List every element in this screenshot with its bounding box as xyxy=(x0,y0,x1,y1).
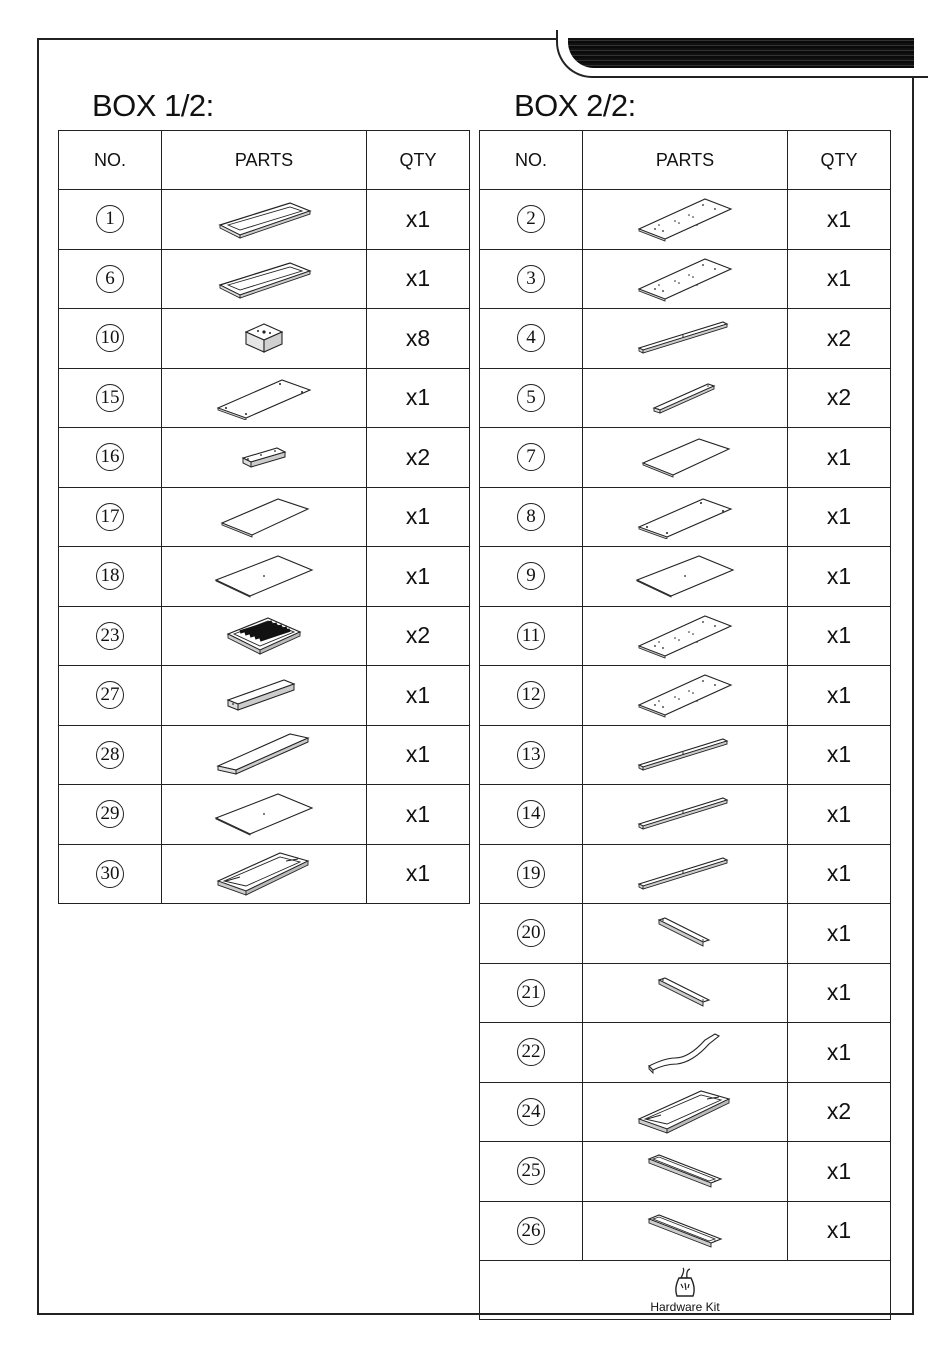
part-number-cell xyxy=(480,844,583,904)
part-plank-illustration xyxy=(583,1209,787,1253)
box2-title: BOX 2/2: xyxy=(514,88,636,123)
part-illustration-cell xyxy=(583,904,788,964)
part-illustration-cell xyxy=(162,725,367,785)
part-beam-illustration xyxy=(162,676,366,714)
part-illustration-cell xyxy=(583,785,788,845)
part-illustration-cell xyxy=(583,1082,788,1142)
part-number: 14 xyxy=(517,800,545,828)
part-quantity: x1 xyxy=(788,428,891,488)
hardware-bag-icon xyxy=(668,1266,702,1300)
part-plank-illustration xyxy=(583,1149,787,1193)
part-rail-illustration xyxy=(583,794,787,834)
part-number-cell xyxy=(480,428,583,488)
part-quantity: x1 xyxy=(788,785,891,845)
table-row xyxy=(480,844,891,904)
part-number: 20 xyxy=(517,919,545,947)
part-number: 4 xyxy=(517,324,545,352)
part-number-cell xyxy=(59,487,162,547)
part-number-cell xyxy=(480,606,583,666)
part-illustration-cell xyxy=(583,309,788,369)
part-number-cell xyxy=(59,368,162,428)
header-qty: QTY xyxy=(367,131,470,190)
part-quantity: x1 xyxy=(788,963,891,1023)
part-number-cell xyxy=(480,725,583,785)
part-number: 17 xyxy=(96,503,124,531)
part-number: 5 xyxy=(517,384,545,412)
part-rail-illustration xyxy=(583,735,787,775)
part-panel-illustration xyxy=(162,495,366,539)
part-illustration-cell xyxy=(162,309,367,369)
part-quantity: x2 xyxy=(788,309,891,369)
part-quantity: x1 xyxy=(367,785,470,845)
table-row xyxy=(480,963,891,1023)
header-no: NO. xyxy=(59,131,162,190)
part-number: 1 xyxy=(96,205,124,233)
part-number: 18 xyxy=(96,562,124,590)
table-row xyxy=(480,725,891,785)
part-illustration-cell xyxy=(162,487,367,547)
part-board-illustration xyxy=(162,730,366,780)
part-number: 2 xyxy=(517,205,545,233)
part-illustration-cell xyxy=(162,606,367,666)
part-small-block-illustration xyxy=(162,442,366,472)
part-foot-block-illustration xyxy=(162,320,366,356)
hardware-kit-label: Hardware Kit xyxy=(650,1300,720,1314)
table-row xyxy=(480,487,891,547)
part-rail-illustration xyxy=(583,854,787,894)
part-quantity: x2 xyxy=(788,368,891,428)
part-number: 27 xyxy=(96,681,124,709)
table-row xyxy=(480,1023,891,1083)
part-strip-illustration xyxy=(583,974,787,1012)
table-row xyxy=(59,249,470,309)
part-panel-illustration xyxy=(583,435,787,479)
part-quantity: x2 xyxy=(788,1082,891,1142)
part-illustration-cell xyxy=(162,547,367,607)
part-number-cell xyxy=(480,904,583,964)
part-quantity: x1 xyxy=(788,249,891,309)
table-row xyxy=(480,1082,891,1142)
part-illustration-cell xyxy=(583,963,788,1023)
part-number-cell xyxy=(480,1201,583,1261)
part-number-cell xyxy=(480,368,583,428)
table-row xyxy=(480,309,891,369)
part-illustration-cell xyxy=(583,1142,788,1202)
part-number: 21 xyxy=(517,979,545,1007)
corner-tab-bar xyxy=(568,38,914,68)
table-row xyxy=(480,190,891,250)
header-no: NO. xyxy=(480,131,583,190)
part-illustration-cell xyxy=(583,487,788,547)
part-quantity: x1 xyxy=(367,249,470,309)
table-row xyxy=(480,368,891,428)
part-panel-holes-illustration xyxy=(162,376,366,420)
part-number-cell xyxy=(59,249,162,309)
part-quantity: x8 xyxy=(367,309,470,369)
part-quantity: x1 xyxy=(788,904,891,964)
part-number: 23 xyxy=(96,622,124,650)
part-number-cell xyxy=(480,1142,583,1202)
table-row xyxy=(59,844,470,904)
part-slat-tray-illustration xyxy=(162,614,366,658)
part-quantity: x1 xyxy=(788,190,891,250)
header-parts: PARTS xyxy=(583,131,788,190)
part-tray-illustration xyxy=(162,849,366,899)
part-number: 9 xyxy=(517,562,545,590)
table-row xyxy=(480,785,891,845)
part-panel-dots-illustration xyxy=(583,255,787,303)
part-illustration-cell xyxy=(162,249,367,309)
box2-table xyxy=(479,130,891,1320)
table-row xyxy=(480,1201,891,1261)
part-quantity: x1 xyxy=(788,606,891,666)
part-number: 10 xyxy=(96,324,124,352)
part-number: 29 xyxy=(96,800,124,828)
table-row xyxy=(59,428,470,488)
part-number-cell xyxy=(480,249,583,309)
part-quantity: x1 xyxy=(367,368,470,428)
part-quantity: x1 xyxy=(788,487,891,547)
table-row xyxy=(59,666,470,726)
part-number: 7 xyxy=(517,443,545,471)
part-number-cell xyxy=(59,606,162,666)
part-number-cell xyxy=(59,725,162,785)
part-number: 12 xyxy=(517,681,545,709)
part-number: 8 xyxy=(517,503,545,531)
part-number-cell xyxy=(480,1023,583,1083)
part-illustration-cell xyxy=(583,725,788,785)
part-panel-dots-illustration xyxy=(583,612,787,660)
part-quantity: x1 xyxy=(788,844,891,904)
table-row xyxy=(480,904,891,964)
part-quantity: x2 xyxy=(367,428,470,488)
part-number-cell xyxy=(59,844,162,904)
part-number-cell xyxy=(59,785,162,845)
part-number-cell xyxy=(59,547,162,607)
part-quantity: x1 xyxy=(788,666,891,726)
part-illustration-cell xyxy=(583,606,788,666)
part-illustration-cell xyxy=(162,368,367,428)
part-curved-illustration xyxy=(583,1028,787,1076)
table-row xyxy=(480,1142,891,1202)
part-illustration-cell xyxy=(583,666,788,726)
table-row xyxy=(59,368,470,428)
part-tray-illustration xyxy=(583,1087,787,1137)
part-number: 15 xyxy=(96,384,124,412)
part-panel-wide-illustration xyxy=(162,554,366,598)
part-number: 6 xyxy=(96,265,124,293)
part-number: 16 xyxy=(96,443,124,471)
part-number: 19 xyxy=(517,860,545,888)
part-number: 25 xyxy=(517,1157,545,1185)
part-illustration-cell xyxy=(583,428,788,488)
part-panel-dots-illustration xyxy=(583,195,787,243)
table-row xyxy=(480,547,891,607)
table-row xyxy=(480,249,891,309)
table-row xyxy=(480,666,891,726)
part-illustration-cell xyxy=(583,844,788,904)
table-row xyxy=(59,725,470,785)
part-illustration-cell xyxy=(583,190,788,250)
part-illustration-cell xyxy=(162,190,367,250)
box1-table xyxy=(58,130,470,904)
header-qty: QTY xyxy=(788,131,891,190)
part-illustration-cell xyxy=(162,844,367,904)
part-illustration-cell xyxy=(583,1201,788,1261)
part-quantity: x1 xyxy=(788,1201,891,1261)
part-number-cell xyxy=(59,190,162,250)
table-row xyxy=(480,428,891,488)
part-panel-dots-illustration xyxy=(583,671,787,719)
part-number-cell xyxy=(59,309,162,369)
part-number: 28 xyxy=(96,741,124,769)
part-frame-panel-illustration xyxy=(162,197,366,241)
part-number-cell xyxy=(480,547,583,607)
part-illustration-cell xyxy=(162,428,367,488)
part-quantity: x1 xyxy=(367,666,470,726)
table-row xyxy=(59,190,470,250)
part-illustration-cell xyxy=(583,368,788,428)
part-quantity: x1 xyxy=(788,547,891,607)
part-number-cell xyxy=(59,428,162,488)
part-number: 24 xyxy=(517,1098,545,1126)
hardware-kit-cell xyxy=(480,1261,891,1320)
table-row xyxy=(59,785,470,845)
part-quantity: x1 xyxy=(788,1023,891,1083)
part-number: 11 xyxy=(517,622,545,650)
part-number-cell xyxy=(480,309,583,369)
box1-title: BOX 1/2: xyxy=(92,88,214,123)
part-quantity: x1 xyxy=(367,487,470,547)
part-illustration-cell xyxy=(162,666,367,726)
part-number-cell xyxy=(59,666,162,726)
table-row xyxy=(480,606,891,666)
part-quantity: x1 xyxy=(367,190,470,250)
part-quantity: x1 xyxy=(367,844,470,904)
part-panel-holes-illustration xyxy=(583,495,787,539)
part-number-cell xyxy=(480,487,583,547)
table-row xyxy=(59,487,470,547)
part-illustration-cell xyxy=(583,249,788,309)
part-number-cell xyxy=(480,785,583,845)
part-rail-short-illustration xyxy=(583,378,787,418)
header-parts: PARTS xyxy=(162,131,367,190)
part-quantity: x1 xyxy=(788,725,891,785)
part-number-cell xyxy=(480,1082,583,1142)
part-number-cell xyxy=(480,190,583,250)
part-number-cell xyxy=(480,963,583,1023)
table-row xyxy=(59,606,470,666)
part-strip-illustration xyxy=(583,914,787,952)
part-rail-illustration xyxy=(583,318,787,358)
part-panel-wide-illustration xyxy=(162,792,366,836)
part-number: 30 xyxy=(96,860,124,888)
part-number: 3 xyxy=(517,265,545,293)
part-quantity: x1 xyxy=(367,725,470,785)
part-illustration-cell xyxy=(162,785,367,845)
table-row xyxy=(59,309,470,369)
part-number: 22 xyxy=(517,1038,545,1066)
table-row xyxy=(59,547,470,607)
part-number: 13 xyxy=(517,741,545,769)
part-quantity: x2 xyxy=(367,606,470,666)
part-frame-panel-illustration xyxy=(162,257,366,301)
part-quantity: x1 xyxy=(367,547,470,607)
part-quantity: x1 xyxy=(788,1142,891,1202)
part-number: 26 xyxy=(517,1217,545,1245)
part-number-cell xyxy=(480,666,583,726)
part-illustration-cell xyxy=(583,1023,788,1083)
part-illustration-cell xyxy=(583,547,788,607)
part-panel-wide-illustration xyxy=(583,554,787,598)
